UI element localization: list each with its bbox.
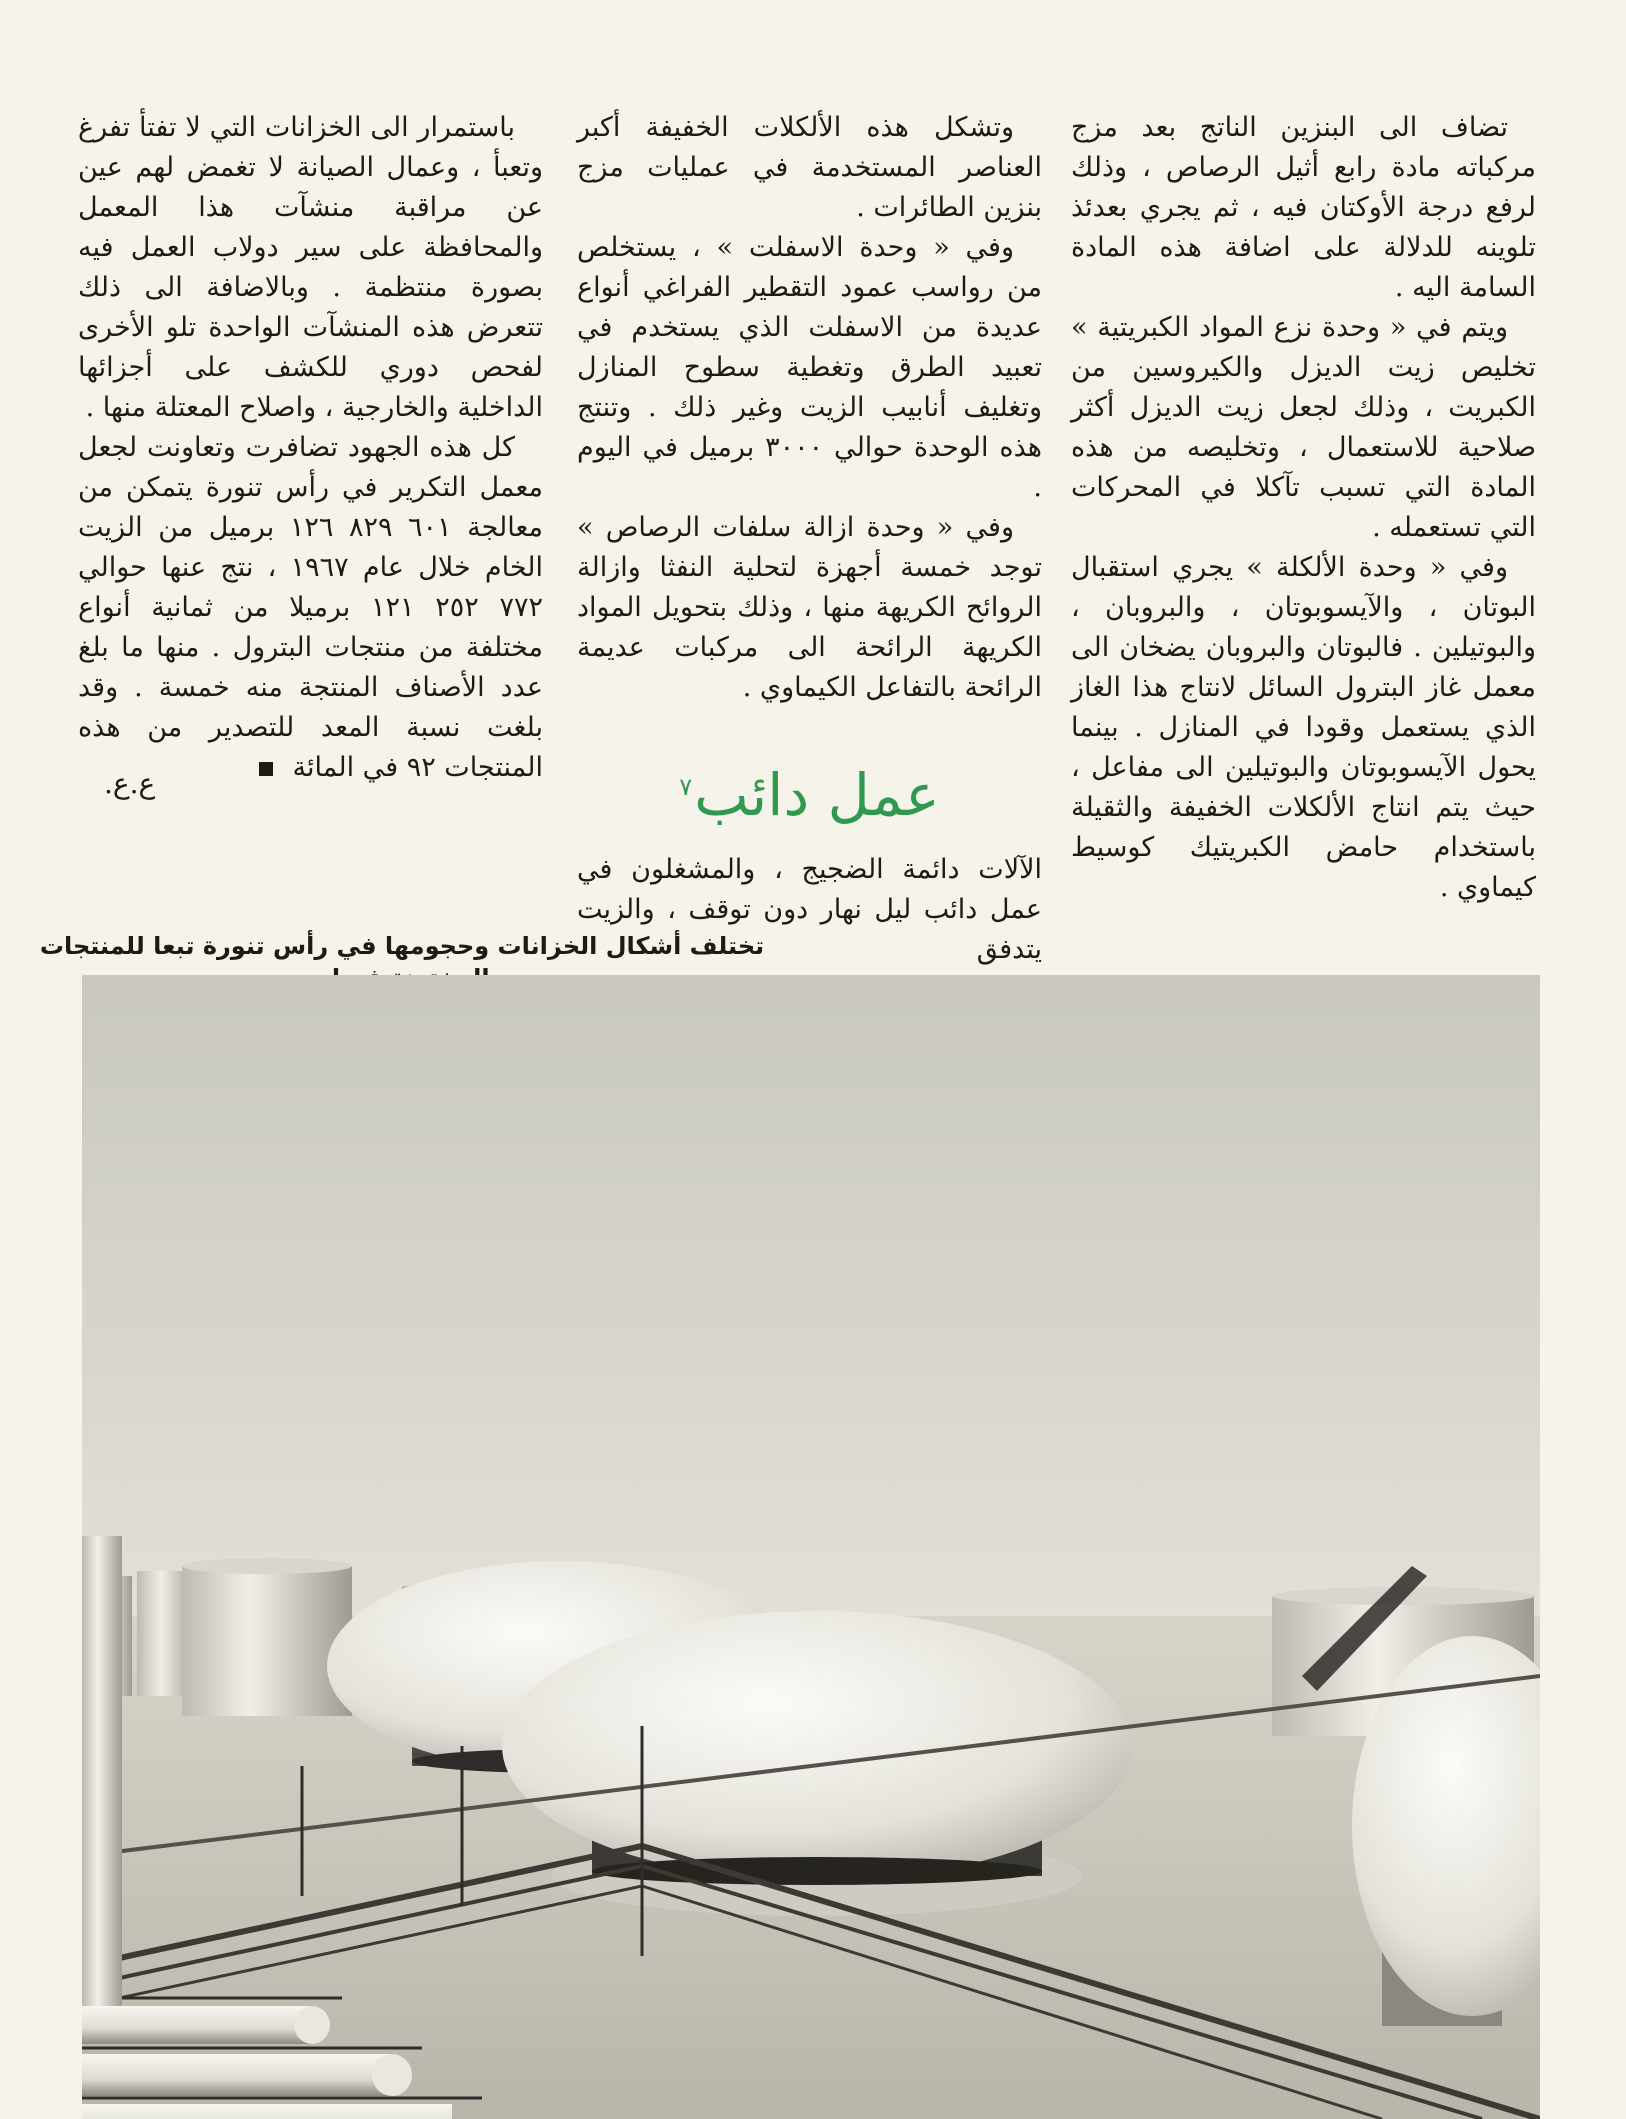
final-paragraph-text: كل هذه الجهود تضافرت وتعاونت لجعل معمل التكرير في رأس تنورة يتمكن من معالجة ٦٠١ ٨٢٩ ١٢٦ برميل من الزيت الخام خلال عام ١٩٦٧ ، نتج عنها حوالي ٧٧٢ ٢٥٢ ١٢١ برميلا من ثمانية أنواع مختلفة من منتجات البترول . منها ما بلغ عدد الأصناف المنتجة منه خمسة . وقد بلغت نسبة المعد للتصدير من هذه المنتجات ٩٢ في المائة [78,432,543,783]
article-column-left [78,108,543,788]
article-column-middle [577,108,1042,970]
article-column-right [1071,108,1536,908]
author-signature: ع.ع. [104,767,156,800]
article-paragraph: وفي « وحدة ازالة سلفات الرصاص » توجد خمسة أجهزة لتحلية النفثا وازالة الروائح الكريهة منها ، وذلك بتحويل المواد الكريهة الرائحة الى مركبات عديمة الرائحة بالتفاعل الكيماوي . [577,512,1042,703]
article-paragraph: باستمرار الى الخزانات التي لا تفتأ تفرغ وتعبأ ، وعمال الصيانة لا تغمض لهم عين عن مراقبة منشآت هذا المعمل والمحافظة على سير دولاب العمل فيه بصورة منتظمة . وبالاضافة الى ذلك تتعرض هذه المنشآت الواحدة تلو الأخرى لفحص دوري للكشف على أجزائها الداخلية والخارجية ، واصلاح المعتلة منها . [78,112,543,423]
storage-tanks-photo [82,975,1540,2119]
article-paragraph: وفي « وحدة الألكلة » يجري استقبال البوتان ، والآيسوبوتان ، والبروبان ، والبوتيلين . فالبوتان والبروبان يضخان الى معمل غاز البترول السائل لانتاج هذا الغاز الذي يستعمل وقودا في المنازل . بينما يحول الآيسوبوتان والبوتيلين الى مفاعل ، حيث يتم انتاج الألكلات الخفيفة والثقيلة باستخدام حامض الكبريتيك كوسيط كيماوي . [1071,552,1536,903]
article-paragraph: وفي « وحدة الاسفلت » ، يستخلص من رواسب عمود التقطير الفراغي أنواع عديدة من الاسفلت الذي يستخدم في تعبيد الطرق وتغطية سطوح المنازل وتغليف أنابيب الزيت وغير ذلك . وتنتج هذه الوحدة حوالي ٣٠٠٠ برميل في اليوم . [577,232,1042,503]
photo-caption-text: تختلف أشكال الخزانات وحجومها في رأس تنورة تبعا للمنتجات [39,932,765,960]
left-foreground-tank [82,1536,122,2006]
article-paragraph: ويتم في « وحدة نزع المواد الكبريتية » تخليص زيت الديزل والكيروسين من الكبريت ، وذلك لجعل زيت الديزل أكثر صلاحية للاستعمال ، وتخليصه من هذه المادة التي تسبب تآكلا في المحركات التي تستعمله . [1071,312,1536,543]
article-paragraph: تضاف الى البنزين الناتج بعد مزج مركباته مادة رابع أثيل الرصاص ، وذلك لرفع درجة الأوكتان فيه ، ثم يجري بعدئذ تلوينه للدلالة على اضافة هذه المادة السامة اليه . [1071,112,1536,303]
article-paragraph [78,428,543,788]
article-paragraph: وتشكل هذه الألكلات الخفيفة أكبر العناصر المستخدمة في عمليات مزج بنزين الطائرات . [577,112,1042,223]
section-heading-mark: ٧ [679,773,693,801]
section-heading-text: عمل دائب [694,761,940,830]
section-heading [577,750,1042,832]
end-of-article-mark [259,762,273,776]
storage-tanks-illustration [82,976,1540,2119]
article-paragraph: الآلات دائمة الضجيج ، والمشغلون في عمل دائب ليل نهار دون توقف ، والزيت يتدفق [577,854,1042,966]
